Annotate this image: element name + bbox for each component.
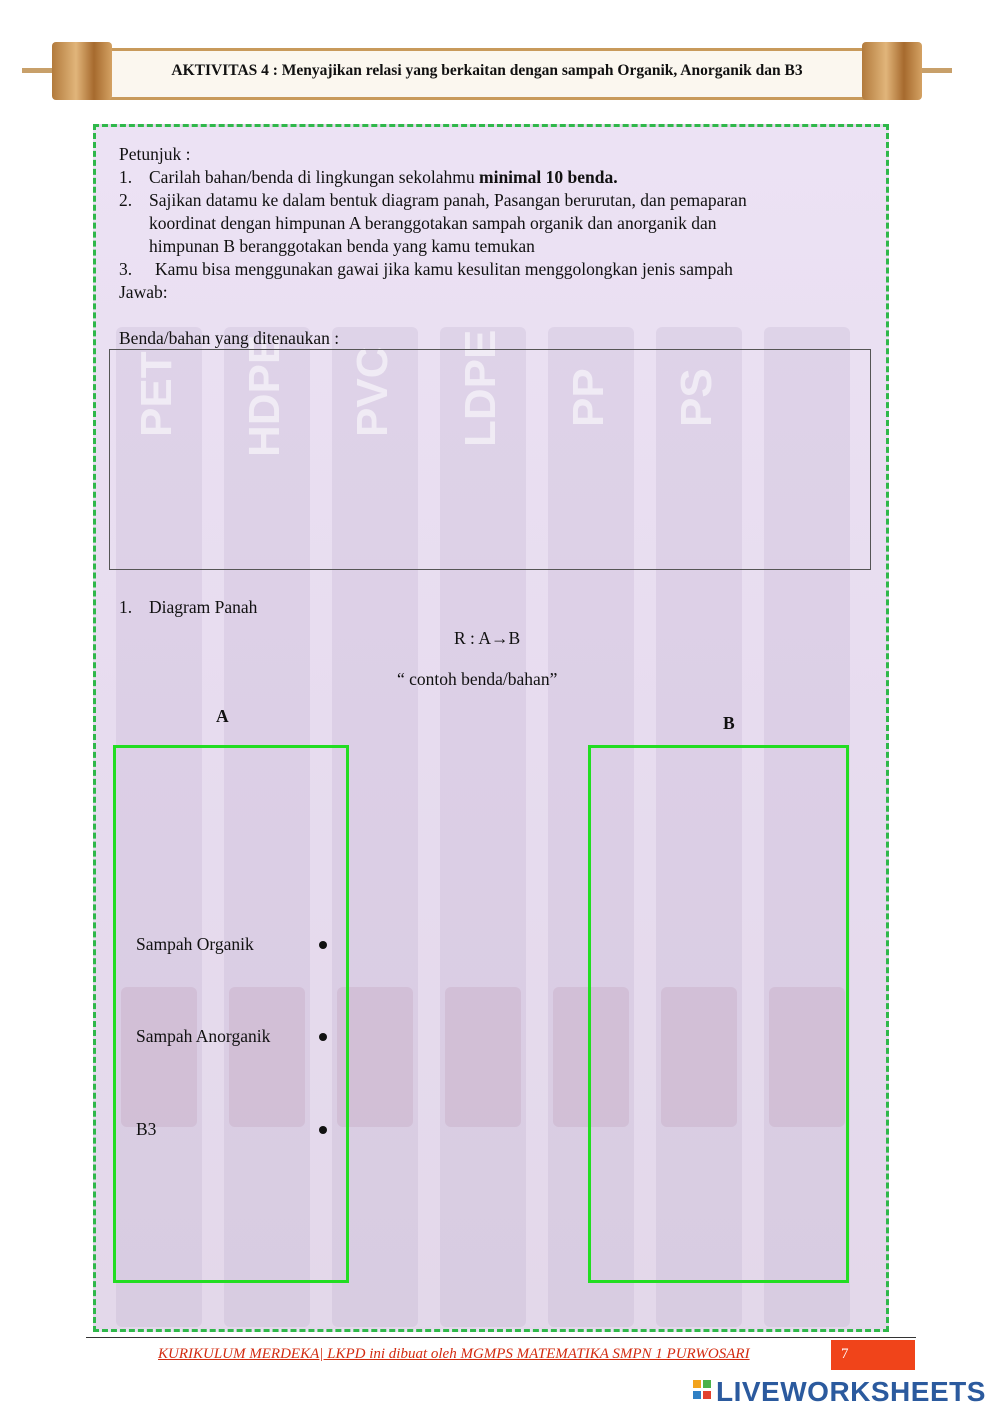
instruction-1-number: 1. <box>119 167 133 187</box>
instruction-1-text: Carilah bahan/benda di lingkungan sekolahmu <box>149 167 479 187</box>
set-b-label: B <box>723 713 735 733</box>
instruction-2-number: 2. <box>119 190 133 210</box>
instruction-2-line3: himpunan B beranggotakan benda yang kamu temukan <box>149 236 535 256</box>
set-a-box <box>113 745 349 1283</box>
bg-label: PVC <box>348 346 397 437</box>
bg-label: PET <box>132 351 181 437</box>
found-items-answer-box[interactable] <box>109 346 871 570</box>
found-items-label: Benda/bahan yang ditenaukan : <box>119 328 340 348</box>
relation-label: R : A→B <box>454 628 521 648</box>
instruction-3: Kamu bisa menggunakan gawai jika kamu kesulitan menggolongkan jenis sampah <box>155 259 733 279</box>
bg-label: PS <box>672 368 721 427</box>
answer-label: Jawab: <box>119 282 168 302</box>
diagram-title: Diagram Panah <box>149 597 258 617</box>
set-a-item: B3 <box>136 1119 157 1139</box>
bg-bin <box>445 987 521 1127</box>
set-a-item-dot[interactable] <box>319 1126 327 1134</box>
set-a-item: Sampah Anorganik <box>136 1026 271 1046</box>
bg-label: LDPE <box>456 329 505 447</box>
diagram-number: 1. <box>119 597 133 617</box>
set-a-label: A <box>216 706 229 726</box>
instruction-1-bold: minimal 10 benda. <box>479 167 618 187</box>
instruction-2-line2: koordinat dengan himpunan A beranggotakan sampah organik dan anorganik dan <box>149 213 717 233</box>
set-b-box[interactable] <box>588 745 849 1283</box>
set-a-item-dot[interactable] <box>319 1033 327 1041</box>
page-number: 7 <box>831 1340 915 1370</box>
instruction-1 <box>149 166 618 189</box>
instructions-heading: Petunjuk : <box>119 144 191 164</box>
page-title: AKTIVITAS 4 : Menyajikan relasi yang berkaitan dengan sampah Organik, Anorganik dan B3 <box>171 62 803 79</box>
footer-divider <box>86 1337 916 1338</box>
example-label: “ contoh benda/bahan” <box>397 669 558 689</box>
set-a-item-dot[interactable] <box>319 941 327 949</box>
liveworksheets-brand[interactable]: LIVEWORKSHEETS <box>716 1376 986 1407</box>
bg-label: PP <box>564 368 613 427</box>
footer-text: KURIKULUM MERDEKA| LKPD ini dibuat oleh MGMPS MATEMATIKA SMPN 1 PURWOSARI <box>158 1346 750 1362</box>
liveworksheets-logo-icon <box>693 1380 713 1402</box>
bg-label: HDPE <box>240 334 289 457</box>
set-a-item: Sampah Organik <box>136 934 254 954</box>
instruction-2-line1: Sajikan datamu ke dalam bentuk diagram panah, Pasangan berurutan, dan pemaparan <box>149 190 747 210</box>
header-banner <box>22 40 952 102</box>
instruction-3-number: 3. <box>119 259 133 279</box>
